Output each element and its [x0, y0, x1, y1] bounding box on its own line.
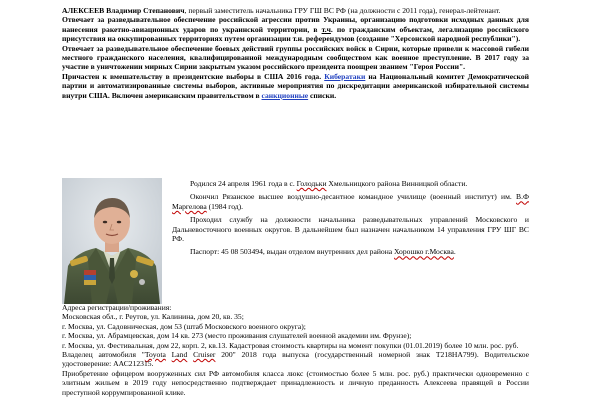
education-paragraph [172, 192, 529, 211]
cyberattacks-link[interactable]: Кибератаки [324, 71, 366, 81]
elections-paragraph [62, 72, 529, 100]
para3-text-a: Причастен к вмешательству в президентские выборы в США 2016 года. [62, 71, 325, 81]
para3-text-c: списки. [308, 90, 337, 100]
para1-text-b: . по гражданским объектам, легализацию российского присутствия на оккупированных территориях путем организации т.н. референдумов (создание "Херсонской народной республики"). [62, 24, 529, 44]
address-line-4: г. Москва, ул. Фестивальная, дом 22, корп. 2, кв.13. Кадастровая стоимость квартиры на момент покупки (01.01.2019) более 10 млн. рос. руб. [62, 340, 519, 350]
vehicle-text-a: Владелец автомобиля " [62, 350, 145, 360]
service-paragraph: Проходил службу на должности начальника разведывательных управлений Московского и Дальневосточного военных округов. В дальнейшем был назначен начальником 14 управления ГРУ ШГ ВС РФ. [172, 215, 529, 244]
vehicle-make: Toyota [144, 350, 166, 360]
main-text-block [62, 6, 529, 100]
birth-paragraph [172, 179, 529, 188]
vehicle-paragraph [62, 350, 529, 369]
vehicle-model-2: Cruiser [193, 350, 216, 360]
education-name: В.Ф Маргелова [172, 192, 529, 211]
passport-text-c: . [453, 247, 456, 257]
person-name: АЛЕКСЕЕВ Владимир Степанович [62, 6, 185, 15]
aggression-paragraph [62, 15, 529, 43]
passport-issuer: Хорошко г.Москва [394, 247, 454, 257]
address-line-3: г. Москва, ул. Абрамцевская, дом 14 кв. 273 (место проживания слушателей военной академии им. Фрунзе); [62, 331, 412, 341]
details-block [62, 303, 529, 397]
para1-text-a: Отвечает за разведывательное обеспечение российской агрессии против Украины, организацию подготовки исходных данных для нанесения ракетно-авиационных ударов по украинской территории, в [62, 15, 529, 34]
para3-text-b: на Национальный комитет Демократической партии и автоматизированные системы выборов, активные мероприятия по дискредитации американской избирательной системы внутри США. Включен американским правительством в [62, 71, 529, 100]
address-line-1: Московская обл., г. Реутов, ул. Калинина, дом 20, кв. 35; [62, 312, 244, 322]
header-rest: , первый заместитель начальника ГРУ ГШ ВС РФ (на должности с 2011 года), генерал-лейтенант. [184, 6, 501, 15]
passport-text-a: Паспорт: 45 08 503494, выдан отделом внутренних дел района [190, 247, 395, 257]
birth-text-a: Родился 24 апреля 1961 года в с. [190, 179, 297, 188]
portrait-image [62, 178, 162, 304]
syria-paragraph: Отвечает за разведывательное обеспечение боевых действий группы российских войск в Сирии, которые привели к массовой гибели местного гражданского населения, квалифицированной международным сообществом как военное преступление. В 2017 году за участие в уничтожении мирных Сирии закрытым указом российского президента поощрен званием "Героя России". [62, 43, 529, 72]
education-text-b: (1984 год). [206, 201, 244, 211]
portrait-photo [62, 178, 162, 304]
passport-paragraph [172, 247, 529, 256]
closing-paragraph: Приобретение офицером вооруженных сил РФ автомобиля класса люкс (стоимостью более 5 млн. рос. руб.) практически одновременно с элитным жильем в 2019 году непосредственно подтверждает принадлежность и личную преданность Алексеева правящей в России преступной коррумпированной клике. [62, 368, 529, 397]
education-text-a: Окончил Рязанское высшее воздушно-десантное командное училище (военный институт) им. [190, 192, 517, 202]
vehicle-text-d: 200" 2018 года выпуска (государственный номерной знак Т218НА799). Водительское удостоверение: ААС212315. [62, 350, 529, 369]
birth-village: Голодьки [296, 179, 327, 188]
birth-text-b: Хмельницкого района Винницкой области. [326, 179, 468, 188]
addresses-label: Адреса регистрации/проживания: [62, 303, 172, 312]
sanctions-link[interactable]: санкционные [261, 90, 309, 100]
biography-block [172, 179, 529, 257]
address-line-2: г. Москва, ул. Садовническая, дом 53 (штаб Московского военного округа); [62, 321, 306, 331]
vehicle-model-1: Land [171, 350, 188, 360]
para1-tch: т.ч [321, 24, 331, 34]
header-paragraph [62, 6, 529, 15]
